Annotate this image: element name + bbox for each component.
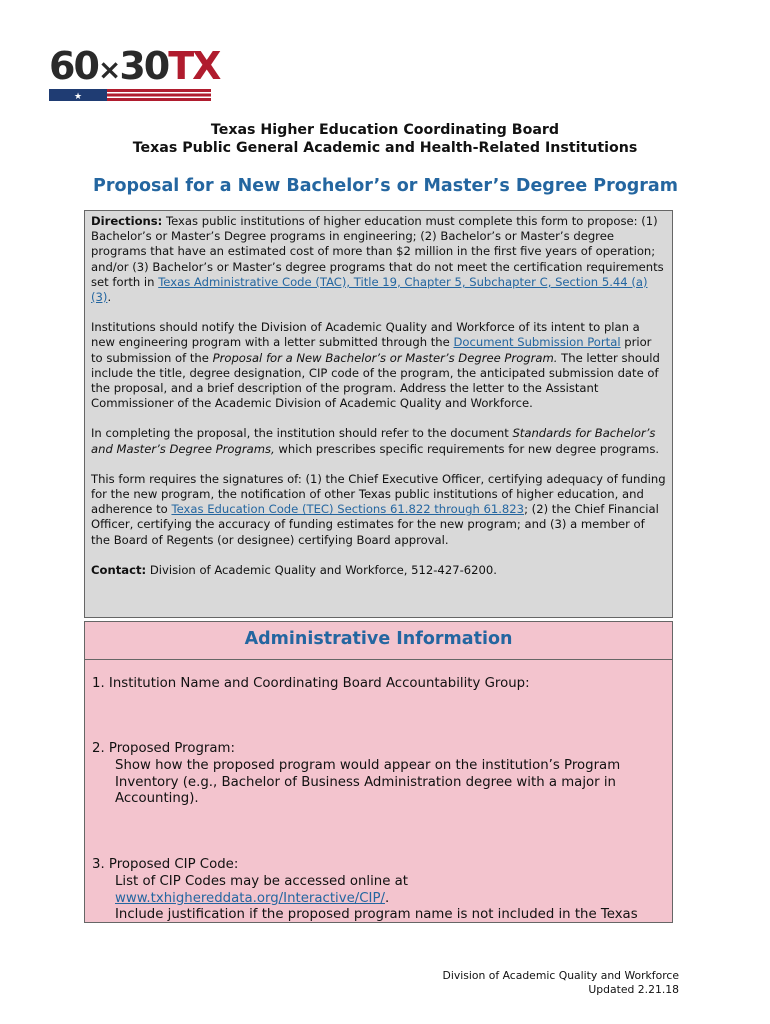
footer-updated-date: Updated 2.21.18 <box>588 983 679 996</box>
directions-box <box>84 210 673 618</box>
page-title: Proposal for a New Bachelor’s or Master’s Degree Program <box>93 176 678 196</box>
document-header <box>0 121 770 157</box>
header-line-1: Texas Higher Education Coordinating Board <box>210 122 560 138</box>
page-footer <box>443 969 679 997</box>
logo-wordmark: 60×30TX <box>49 44 220 88</box>
directions-paragraph: Directions: Texas public institutions of higher education must complete this form to propose: (1) Bachelor’s or Master’s Degree programs in engineering; (2) Bachelor’s or Master’s degree programs that have an estimated cost of more than $2 million in the first five years of operation; and/or (3) Bachelor’s or Master’s degree programs that do not meet the certification requirements set forth in Texas Administrative Code (TAC), Title 19, Chapter 5, Subchapter C, Section 5.44 (a) (3). <box>91 214 664 305</box>
notify-paragraph: Institutions should notify the Division of Academic Quality and Workforce of its intent to plan a new engineering program with a letter submitted through the Document Submission Portal prior to submission of the Proposal for a New Bachelor’s or Master’s Degree Program. The letter should include the title, degree designation, CIP code of the program, the anticipated submission date of the proposal, and a brief description of the program. Address the letter to the Assistant Commissioner of the Academic Division of Academic Quality and Workforce. <box>91 320 660 411</box>
standards-paragraph: In completing the proposal, the institution should refer to the document Standards for Bachelor’s and Master’s Degree Programs, which prescribes specific requirements for new degree programs. <box>91 426 660 456</box>
tec-link[interactable]: Texas Education Code (TEC) Sections 61.822 through 61.823 <box>171 502 525 517</box>
flag-stripes-icon <box>49 89 211 101</box>
cip-codes-link[interactable]: www.txhighereddata.org/Interactive/CIP/ <box>115 890 385 906</box>
header-line-2: Texas Public General Academic and Health-Related Institutions <box>132 140 638 156</box>
document-submission-portal-link[interactable]: Document Submission Portal <box>453 335 621 350</box>
footer-division: Division of Academic Quality and Workforce <box>442 969 679 982</box>
tac-link[interactable]: Texas Administrative Code (TAC), Title 19, Chapter 5, Subchapter C, Section 5.44 (a) (3) <box>91 274 648 305</box>
admin-heading: Administrative Information <box>244 629 513 649</box>
logo-60x30tx <box>49 44 220 102</box>
admin-divider <box>85 659 672 660</box>
proposed-program-field[interactable]: 2. Proposed Program: Show how the proposed program would appear on the institution’s Program Inventory (e.g., Bachelor of Business Administration degree with a major in Accounting). <box>92 741 621 807</box>
proposed-cip-code-field[interactable]: 3. Proposed CIP Code: List of CIP Codes may be accessed online at www.txhighereddata.org/Interactive/CIP/. Include justification if the proposed program name is not included in the Texas <box>92 857 638 923</box>
contact-paragraph: Contact: Division of Academic Quality and Workforce, 512-427-6200. <box>91 562 497 577</box>
institution-name-field[interactable]: 1. Institution Name and Coordinating Board Accountability Group: <box>92 676 530 691</box>
svg-text:★: ★ <box>73 92 83 101</box>
signatures-paragraph: This form requires the signatures of: (1) the Chief Executive Officer, certifying adequacy of funding for the new program, the notification of other Texas public institutions of higher education, and adherence to Texas Education Code (TEC) Sections 61.822 through 61.823; (2) the Chief Financial Officer, certifying the accuracy of funding estimates for the new program; and (3) a member of the Board of Regents (or designee) certifying Board approval. <box>91 471 666 547</box>
administrative-information-section <box>84 621 673 923</box>
